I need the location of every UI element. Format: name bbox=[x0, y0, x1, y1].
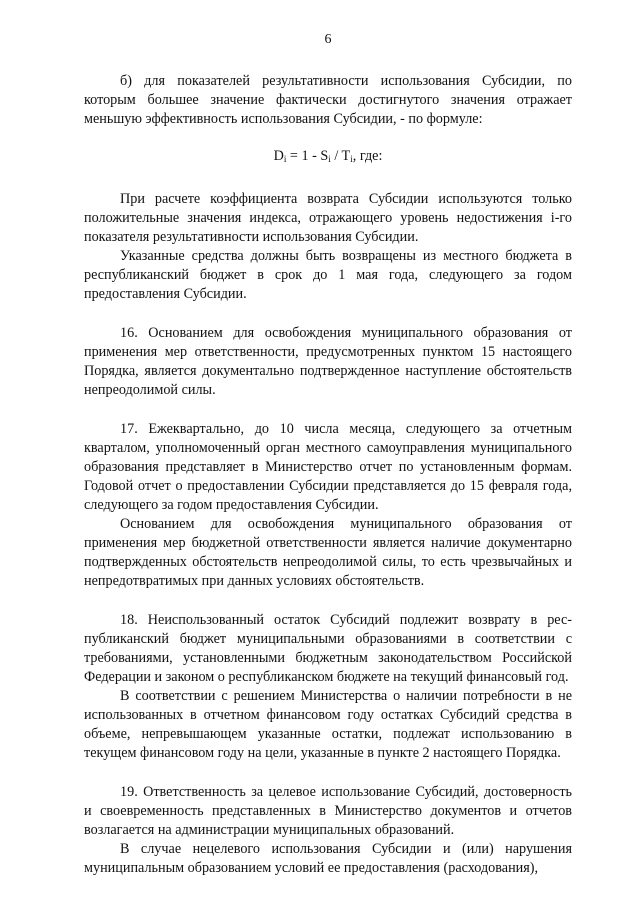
paragraph-18-continued: В соответствии с решением Министерства о наличии потребности в не использованных в отчетном финансовом году остатках Субсидий средства в объеме, непревышающем указанные остатки, подлежат использованию в текущем финансовом году на цели, указанные в пункте 2 настоящего Порядка. bbox=[84, 688, 572, 761]
section-gap bbox=[84, 400, 572, 420]
formula bbox=[84, 147, 572, 166]
formula-tail: , где: bbox=[352, 148, 383, 164]
paragraph-19-continued: В случае нецелевого использования Субсидии и (или) нарушения муниципальным образованием условий ее предоставления (расходования), bbox=[84, 841, 572, 876]
paragraph-intro: б) для показателей результативности использования Субсидии, по которым большее значение фактически достигнутого значения отражает меньшую эффективность использования Субсидии, - по формуле: bbox=[84, 73, 572, 127]
section-gap bbox=[84, 591, 572, 611]
paragraph-16: 16. Основанием для освобождения муниципального образования от применения мер ответственности, предусмотренных пунктом 15 настоящего Порядка, является документально подтвержденное наступление обстоятельств непреодолимой силы. bbox=[84, 325, 572, 398]
paragraph-17-continued: Основанием для освобождения муниципального образования от применения мер бюджетной ответственности является наличие документарно подтвержденных обстоятельств непреодолимой силы, то есть чрезвычайных и непредотвратимых при данных условиях обстоятельств. bbox=[84, 516, 572, 589]
paragraph-coefficient-note: При расчете коэффициента возврата Субсидии используются только положительные значения индекса, отражающего уровень недостижения i-го показателя результативности использования Субсидии. bbox=[84, 191, 572, 245]
paragraph-18: 18. Неиспользованный остаток Субсидий подлежит возврату в республиканский бюджет муниципальными образованиями в соответствии с требованиями, установленными бюджетным законодательством Российской Федерации и законом о республиканском бюджете на текущий финансовый год. bbox=[84, 612, 572, 685]
section-gap bbox=[84, 304, 572, 324]
formula-d: D bbox=[273, 148, 284, 164]
formula-slash: / T bbox=[330, 148, 351, 164]
paragraph-19: 19. Ответственность за целевое использование Субсидий, достоверность и своевременность представленных в Министерство документов и отчетов возлагается на администрации муниципальных образований. bbox=[84, 784, 572, 838]
formula-middle: = 1 - S bbox=[286, 148, 329, 164]
formula-d-subscript: i bbox=[283, 154, 287, 164]
paragraph-return-funds: Указанные средства должны быть возвращены из местного бюджета в республиканский бюджет в срок до 1 мая года, следующего за годом предоставления Субсидии. bbox=[84, 248, 572, 302]
formula-s-subscript: i bbox=[328, 154, 331, 164]
section-gap bbox=[84, 763, 572, 783]
paragraph-17: 17. Ежеквартально, до 10 числа месяца, следующего за отчетным кварталом, уполномоченный орган местного самоуправления муниципального образования представляет в Министерство отчет по установленным формам. Годовой отчет о предоставлении Субсидии представляется до 15 февраля года, следующего за годом предоставления Субсидии. bbox=[84, 421, 572, 513]
page-number: 6 bbox=[324, 32, 332, 47]
formula-t-subscript: i bbox=[350, 154, 353, 164]
document-page bbox=[84, 30, 572, 878]
